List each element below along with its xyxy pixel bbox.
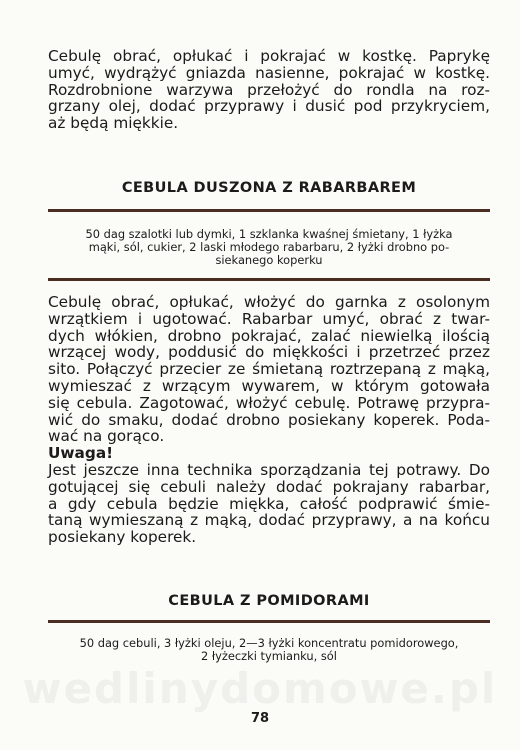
text-line: Cebulę obrać, opłukać i pokrajać w kostkę. Paprykę xyxy=(48,47,490,65)
text-line: się cebula. Zagotować, włożyć cebulę. Potrawę przypra- xyxy=(48,393,490,412)
watermark: wedlinydomowe.pl xyxy=(22,664,498,713)
text-line: dych włókien, drobno pokrajać, zalać niewielką ilością xyxy=(48,326,490,345)
ingredients-list xyxy=(48,637,490,663)
ingredients-list xyxy=(48,228,490,267)
text-line: sito. Połączyć przecier ze śmietaną roztrzepaną z mąką, xyxy=(48,360,490,379)
text-line: wić do smaku, dodać drobno posiekany koperek. Poda- xyxy=(48,410,490,429)
text-line: grzany olej, dodać przyprawy i dusić pod przykryciem, xyxy=(48,97,490,116)
text-line: gotującej się cebuli należy dodać pokrajany rabarbar, xyxy=(48,477,490,496)
text-line: a gdy cebula będzie miękka, całość podprawić śmie- xyxy=(48,494,490,513)
text-line: wrzątkiem i ugotować. Rabarbar umyć, obrać z twar- xyxy=(48,309,490,328)
divider-rule xyxy=(48,620,490,623)
text-line: wać na gorąco. xyxy=(48,427,165,446)
text-line: Rozdrobnione warzywa przełożyć do rondla na roz- xyxy=(48,80,490,99)
page-number: 78 xyxy=(250,711,270,726)
divider-rule xyxy=(48,278,490,281)
text-line: aż będą miękkie. xyxy=(48,114,179,133)
recipe-title: CEBULA Z POMIDORAMI xyxy=(168,593,370,609)
recipe-title: CEBULA DUSZONA Z RABARBAREM xyxy=(121,180,417,196)
ingredients-line: 2 łyżeczki tymianku, sól xyxy=(201,649,337,663)
text-line: taną wymieszaną z mąką, dodać przyprawy, a na końcu xyxy=(48,511,490,530)
text-line: Jest jeszcze inna technika sporządzania tej potrawy. Do xyxy=(48,460,490,479)
ingredients-line: mąki, sól, cukier, 2 laski młodego rabarbaru, 2 łyżki drobno po- xyxy=(88,240,450,254)
ingredients-line: 50 dag cebuli, 3 łyżki oleju, 2—3 łyżki koncentratu pomidorowego, xyxy=(79,636,459,650)
method-paragraph xyxy=(48,294,490,546)
text-line: umyć, wydrążyć gniazda nasienne, pokrajać w kostkę. xyxy=(48,63,490,82)
ingredients-line: siekanego koperku xyxy=(215,253,323,267)
text-line: wymieszać z wrzącym wywarem, w którym gotowała xyxy=(48,376,490,395)
ingredients-line: 50 dag szalotki lub dymki, 1 szklanka kwaśnej śmietany, 1 łyżka xyxy=(85,227,453,241)
text-line: Cebulę obrać, opłukać, włożyć do garnka z osolonym xyxy=(48,293,490,311)
text-line: posiekany koperek. xyxy=(48,528,197,547)
intro-paragraph xyxy=(48,48,490,132)
note-label: Uwaga! xyxy=(48,444,114,463)
text-line: wrzącej wody, poddusić do miękkości i przetrzeć przez xyxy=(48,343,490,362)
divider-rule xyxy=(48,209,490,212)
